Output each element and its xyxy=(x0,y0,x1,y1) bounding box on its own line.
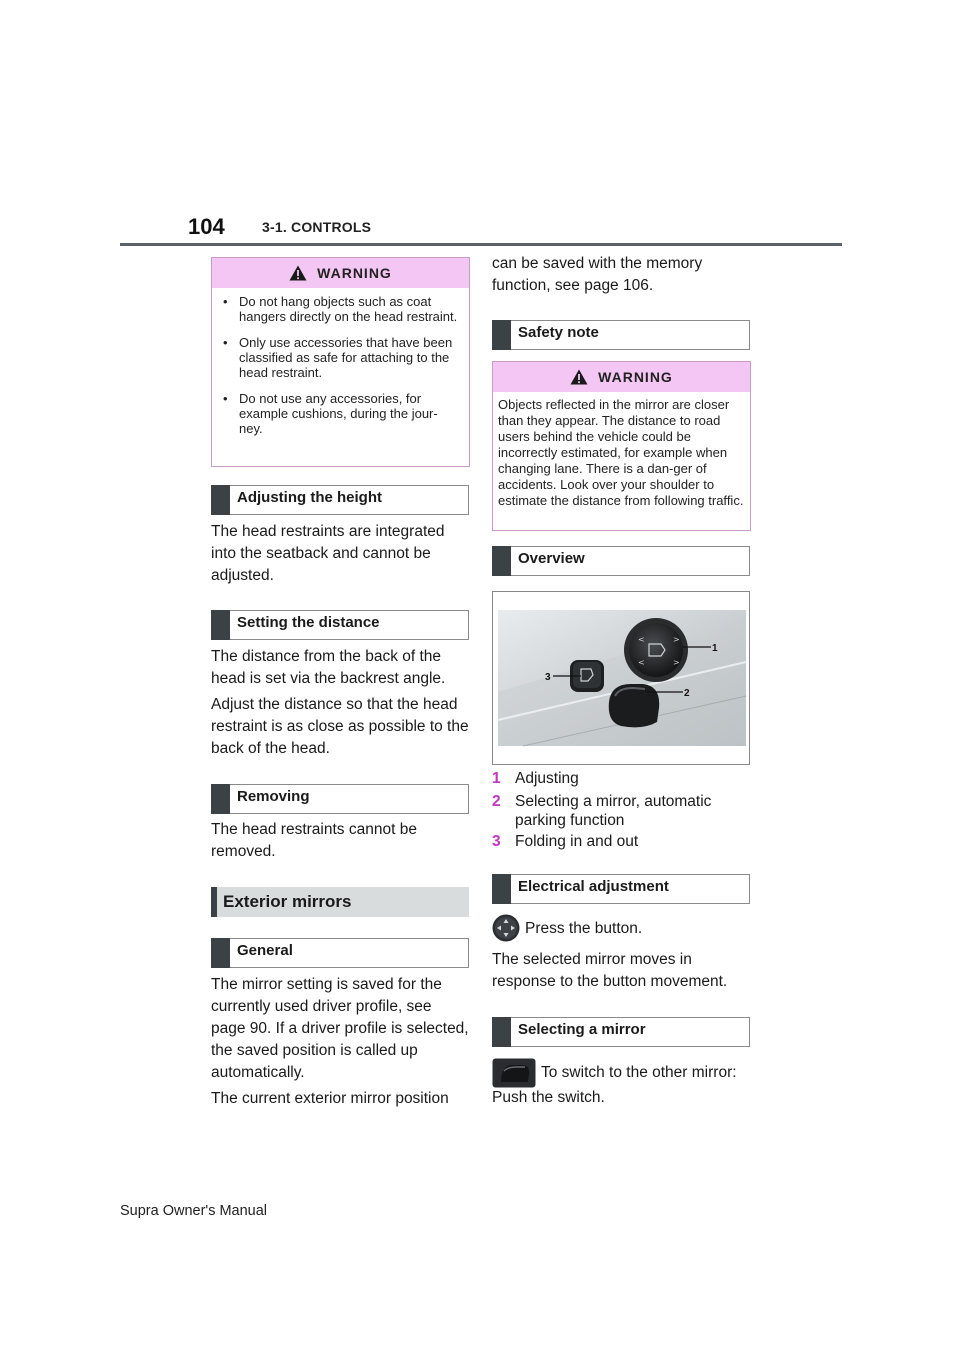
list-item xyxy=(492,769,750,788)
item-text: Folding in and out xyxy=(515,833,639,850)
paragraph-continued: can be saved with the memory function, see page 106. xyxy=(492,255,703,294)
mirror-select-switch-icon xyxy=(492,1058,536,1088)
heading-bar xyxy=(211,938,230,968)
warning-header xyxy=(212,258,469,288)
push-switch-text: Push the switch. xyxy=(492,1089,605,1106)
section-heading-selecting-mirror xyxy=(492,1017,750,1047)
heading-text: Adjusting the height xyxy=(237,488,382,506)
warning-box-mirror xyxy=(492,361,751,531)
item-number: 1 xyxy=(492,770,501,787)
warning-box-head-restraint xyxy=(211,257,470,467)
item-text: Adjusting xyxy=(515,770,579,787)
paragraph-distance-1: The distance from the back of the head is set via the backrest angle. xyxy=(211,648,446,687)
section-heading-overview xyxy=(492,546,750,576)
chapter-heading-exterior-mirrors xyxy=(211,887,469,917)
svg-text:>: > xyxy=(673,635,680,644)
mirror-adjust-button-icon xyxy=(492,914,520,942)
heading-bar xyxy=(211,887,217,917)
heading-text: General xyxy=(237,941,293,959)
heading-bar xyxy=(492,874,511,904)
heading-text: Setting the distance xyxy=(237,613,380,631)
footer-manual-name: Supra Owner's Manual xyxy=(120,1203,268,1219)
warning-item: • Do not hang objects such as coat hangers directly on the head restraint. xyxy=(222,294,459,324)
paragraph-general-2: The current exterior mirror position xyxy=(211,1090,449,1107)
warning-list xyxy=(212,288,469,436)
page-number: 104 xyxy=(188,214,225,239)
heading-bar xyxy=(492,1017,511,1047)
paragraph-removing: The head restraints cannot be removed. xyxy=(211,821,417,860)
switch-mirror-text: To switch to the other mirror: xyxy=(541,1064,737,1081)
item-number: 3 xyxy=(492,833,501,850)
mirror-controls-illustration xyxy=(493,592,749,764)
heading-bar xyxy=(211,485,230,515)
mirror-controls-figure xyxy=(492,591,750,765)
paragraph-adjusting-height: The head restraints are integrated into the seatback and cannot be adjusted. xyxy=(211,523,445,584)
svg-text:<: < xyxy=(638,658,645,667)
item-number: 2 xyxy=(492,793,501,810)
item-text: Selecting a mirror, automatic parking function xyxy=(515,793,712,829)
header-rule xyxy=(120,243,842,246)
section-heading-adjusting-height xyxy=(211,485,469,515)
press-button-text: Press the button. xyxy=(525,920,643,937)
chapter-title: 3-1. CONTROLS xyxy=(262,219,372,235)
heading-text: Exterior mirrors xyxy=(223,892,352,911)
section-heading-electrical-adjustment xyxy=(492,874,750,904)
svg-text:<: < xyxy=(638,635,645,644)
warning-item: • Only use accessories that have been classified as safe for attaching to the head restraint. xyxy=(222,335,459,380)
section-heading-general xyxy=(211,938,469,968)
list-item xyxy=(492,792,750,830)
warning-item: • Do not use any accessories, for example cushions, during the jour-ney. xyxy=(222,391,459,436)
callout-1: 1 xyxy=(712,643,718,654)
warning-header xyxy=(493,362,750,392)
heading-text: Removing xyxy=(237,787,310,805)
heading-text: Electrical adjustment xyxy=(518,877,669,895)
heading-text: Selecting a mirror xyxy=(518,1020,646,1038)
paragraph-electrical: The selected mirror moves in response to the button movement. xyxy=(492,951,728,990)
warning-triangle-icon xyxy=(570,369,588,385)
heading-bar xyxy=(492,546,511,576)
callout-3: 3 xyxy=(545,672,551,683)
warning-title: WARNING xyxy=(317,265,392,281)
section-heading-removing xyxy=(211,784,469,814)
heading-bar xyxy=(211,784,230,814)
heading-bar xyxy=(211,610,230,640)
section-heading-setting-distance xyxy=(211,610,469,640)
heading-text: Overview xyxy=(518,549,585,567)
warning-text: Objects reflected in the mirror are closer than they appear. The distance to road users behind the vehicle could be incorrectly estimated, for example when changing lane. There is a dan-ger of accidents. Look over your shoulder to estimate the distance from following traffic. xyxy=(498,397,744,508)
paragraph-distance-2: Adjust the distance so that the head restraint is as close as possible to the back of the head. xyxy=(211,696,469,757)
svg-text:>: > xyxy=(673,658,680,667)
section-heading-safety-note xyxy=(492,320,750,350)
heading-bar xyxy=(492,320,511,350)
warning-title: WARNING xyxy=(598,369,673,385)
warning-triangle-icon xyxy=(289,265,307,281)
callout-2: 2 xyxy=(684,688,690,699)
paragraph-general-1: The mirror setting is saved for the currently used driver profile, see page 90. If a driver profile is selected, the saved position is called up automatically. xyxy=(211,976,469,1081)
heading-text: Safety note xyxy=(518,323,599,341)
list-item xyxy=(492,832,750,851)
